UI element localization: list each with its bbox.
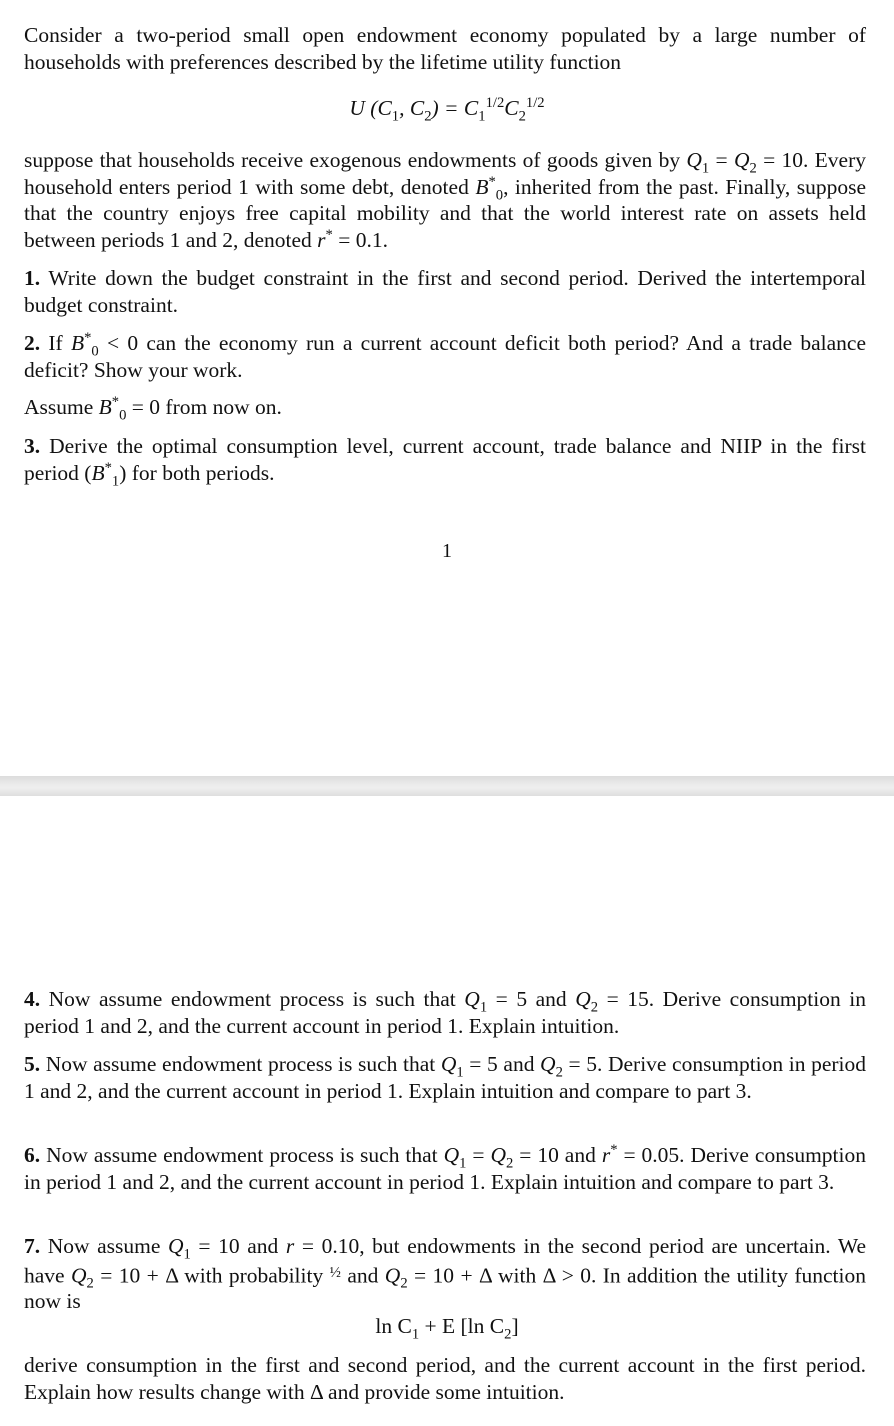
closing-paragraph: derive consumption in the first and second period, and the current account in the first period. Explain how results change with Δ and provide some intuition. <box>24 1353 866 1404</box>
intro-paragraph: Consider a two-period small open endowment economy populated by a large number of households with preferences described by the lifetime utility function <box>24 23 866 74</box>
page-number: 1 <box>442 540 452 562</box>
utility-equation: U ($C_1$, $C_2) = C_1^{1/2}C_2^{1/2}$ <box>349 94 545 125</box>
page-2 <box>0 796 894 1426</box>
question-2: 2. If $B^*_0 < 0$ can the economy run a current account deficit both period? And a trade balance deficit? Show your work. <box>24 329 866 382</box>
setup-paragraph: suppose that households receive exogenous endowments of goods given by $Q_1 = Q_2 = 10$. Every household enters period 1 with some debt, denoted $B^*_0$, inherited from the past. Finally, suppose that the country enjoys free capital mobility and that the world interest rate on assets held between periods 1 and 2, denoted r* = 0.1. <box>24 148 866 252</box>
question-7: 7. Now assume $Q_1 = 10$ and r = 0.10, but endowments in the second period are uncertain. We have $Q_2 = 10 + \Delta$ with probability $^{\frac{1}{2}}$ and $Q_2 = 10 + \Delta$ with Δ > 0. In addition the utility function now is <box>24 1234 867 1314</box>
question-5: 5. Now assume endowment process is such that $Q_1 = 5$ and $Q_2 = 5$. Derive consumption in period 1 and 2, and the current account in period 1. Explain intuition and compare to part 3. <box>24 1052 867 1103</box>
page-separator <box>0 776 894 796</box>
log-utility-equation: $\ln C_1 + E$ [ln $C_2$] <box>375 1314 519 1343</box>
question-6: 6. Now assume endowment process is such that $Q_1 = Q_2 = 10$ and r* = 0.05. Derive consumption in period 1 and 2, and the current account in period 1. Explain intuition and compare to part 3. <box>24 1141 867 1194</box>
question-4: 4. Now assume endowment process is such that $Q_1 = 5$ and $Q_2 = 15$. Derive consumption in period 1 and 2, and the current account in period 1. Explain intuition. <box>24 987 866 1038</box>
question-3: 3. Derive the optimal consumption level, current account, trade balance and NIIP in the first period $(B^*_1)$ for both periods. <box>24 434 866 489</box>
assumption-line: Assume $B^*_0 = 0$ from now on. <box>24 393 282 424</box>
question-1: 1. Write down the budget constraint in the first and second period. Derived the intertemporal budget constraint. <box>24 266 866 317</box>
